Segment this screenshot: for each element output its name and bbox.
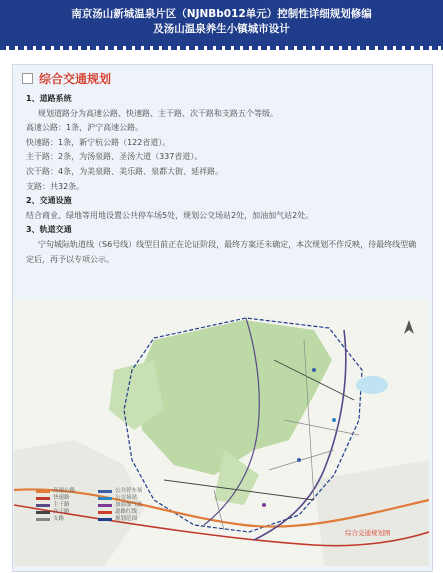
legend-item xyxy=(36,495,92,502)
legend-swatch xyxy=(98,497,112,500)
legend-label: 支路 xyxy=(53,516,65,522)
paragraph: 主干路：2条，为汤泉路、圣汤大道（337省道）。 xyxy=(26,152,203,162)
map-legend xyxy=(36,488,154,523)
lake xyxy=(356,376,388,394)
legend-label: 加油加气站 xyxy=(115,502,143,508)
legend-item xyxy=(36,502,92,509)
header-title-line2: 及汤山温泉养生小镇城市设计 xyxy=(153,23,290,35)
subheading-traffic-facilities: 2、交通设施 xyxy=(26,196,72,206)
legend-swatch xyxy=(36,518,50,521)
legend-swatch xyxy=(36,497,50,500)
traffic-plan-map xyxy=(14,300,429,566)
section-heading xyxy=(22,70,111,86)
legend-label: 公共停车场 xyxy=(115,488,143,494)
body-text xyxy=(26,92,422,267)
square-bullet-icon xyxy=(22,73,33,84)
legend-item xyxy=(36,516,92,523)
document-header xyxy=(0,0,443,46)
legend-swatch xyxy=(98,504,112,507)
paragraph: 次干路：4条，为美泉路、美乐路、泉都大街、延祥路。 xyxy=(26,166,224,176)
legend-item xyxy=(98,495,154,502)
subheading-road-system: 1、道路系统 xyxy=(26,94,72,103)
legend-swatch xyxy=(98,490,112,493)
paragraph: 快速路：1条，新宁杭公路（122省道）。 xyxy=(26,137,171,147)
subheading-rail-transit: 3、轨道交通 xyxy=(26,225,72,235)
legend-label: 道路红线 xyxy=(115,509,138,515)
legend-label: 规划范围 xyxy=(115,516,138,522)
legend-item xyxy=(36,488,92,495)
legend-label: 高速公路 xyxy=(53,488,76,494)
legend-label: 次干路 xyxy=(53,509,70,515)
paragraph: 支路：共32条。 xyxy=(26,181,85,191)
legend-swatch xyxy=(36,511,50,514)
legend-item xyxy=(98,516,154,523)
header-title-line1: 南京汤山新城温泉片区（NJNBb012单元）控制性详细规划修编 xyxy=(71,8,372,20)
legend-swatch xyxy=(98,511,112,514)
legend-item xyxy=(98,509,154,516)
legend-swatch xyxy=(36,490,50,493)
legend-item xyxy=(36,509,92,516)
legend-swatch xyxy=(98,518,112,521)
legend-label: 快速路 xyxy=(53,495,70,501)
legend-swatch xyxy=(36,504,50,507)
paragraph: 高速公路：1条，沪宁高速公路。 xyxy=(26,123,144,133)
legend-item xyxy=(98,502,154,509)
section-title: 综合交通规划 xyxy=(39,71,112,86)
paragraph: 宁句城际轨道线（S6号线）线型目前正在论证阶段，最终方案还未确定，本次规划不作反映，待最终线型确定后，再予以专项公示。 xyxy=(26,239,417,264)
legend-label: 公交场站 xyxy=(115,495,138,501)
legend-item xyxy=(98,488,154,495)
map-caption: 综合交通规划图 xyxy=(345,529,391,537)
paragraph: 规划道路分为高速公路、快速路、主干路、次干路和支路五个等级。 xyxy=(38,108,278,118)
paragraph: 结合商业、绿地等用地设置公共停车场5处，规划公交场站2处，加油加气站2处。 xyxy=(26,210,314,220)
legend-label: 主干路 xyxy=(53,502,70,508)
